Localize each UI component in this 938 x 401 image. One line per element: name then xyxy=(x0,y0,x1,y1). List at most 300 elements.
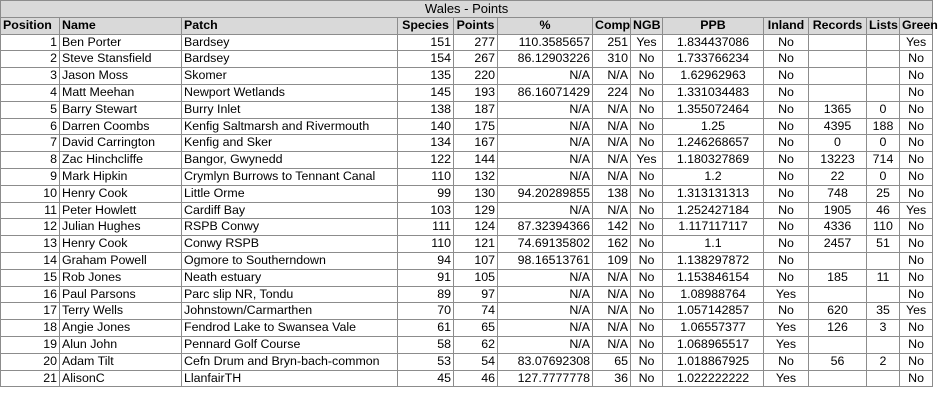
cell-points: 129 xyxy=(454,202,498,219)
cell-points: 167 xyxy=(454,135,498,152)
cell-species: 111 xyxy=(398,219,454,236)
cell-points: 54 xyxy=(454,353,498,370)
cell-lists xyxy=(867,252,900,269)
cell-ppb: 1.62962963 xyxy=(663,68,764,85)
cell-patch: Skomer xyxy=(182,68,398,85)
cell-records: 4336 xyxy=(809,219,867,236)
cell-comp: 138 xyxy=(593,185,631,202)
cell-inland: No xyxy=(764,152,809,169)
cell-percent: 83.07692308 xyxy=(498,353,593,370)
table-row xyxy=(1,118,933,135)
cell-records: 126 xyxy=(809,320,867,337)
cell-points: 121 xyxy=(454,236,498,253)
cell-inland: No xyxy=(764,168,809,185)
cell-percent: N/A xyxy=(498,101,593,118)
cell-ppb: 1.246268657 xyxy=(663,135,764,152)
cell-comp: N/A xyxy=(593,320,631,337)
cell-comp: 310 xyxy=(593,51,631,68)
header-ppb: PPB xyxy=(663,17,764,34)
cell-lists: 3 xyxy=(867,320,900,337)
table-row xyxy=(1,219,933,236)
cell-points: 267 xyxy=(454,51,498,68)
cell-green: No xyxy=(900,68,933,85)
cell-lists: 0 xyxy=(867,135,900,152)
cell-name: Darren Coombs xyxy=(60,118,182,135)
cell-records xyxy=(809,68,867,85)
cell-ppb: 1.06557377 xyxy=(663,320,764,337)
cell-comp: N/A xyxy=(593,286,631,303)
cell-percent: N/A xyxy=(498,118,593,135)
cell-position: 5 xyxy=(1,101,60,118)
cell-species: 145 xyxy=(398,84,454,101)
cell-lists: 11 xyxy=(867,269,900,286)
cell-species: 151 xyxy=(398,34,454,51)
cell-points: 107 xyxy=(454,252,498,269)
cell-ngb: No xyxy=(631,51,663,68)
cell-position: 8 xyxy=(1,152,60,169)
cell-ngb: No xyxy=(631,135,663,152)
cell-percent: 86.16071429 xyxy=(498,84,593,101)
cell-lists: 110 xyxy=(867,219,900,236)
cell-ngb: Yes xyxy=(631,34,663,51)
header-inland: Inland xyxy=(764,17,809,34)
cell-ngb: No xyxy=(631,252,663,269)
cell-species: 135 xyxy=(398,68,454,85)
cell-species: 70 xyxy=(398,303,454,320)
cell-position: 11 xyxy=(1,202,60,219)
cell-ngb: No xyxy=(631,118,663,135)
cell-inland: No xyxy=(764,219,809,236)
cell-green: No xyxy=(900,101,933,118)
cell-inland: No xyxy=(764,68,809,85)
cell-ngb: No xyxy=(631,320,663,337)
cell-percent: 110.3585657 xyxy=(498,34,593,51)
table-row xyxy=(1,34,933,51)
cell-green: No xyxy=(900,51,933,68)
header-records: Records xyxy=(809,17,867,34)
cell-patch: Johnstown/Carmarthen xyxy=(182,303,398,320)
table-row xyxy=(1,168,933,185)
cell-species: 103 xyxy=(398,202,454,219)
title-row xyxy=(1,1,933,18)
cell-points: 175 xyxy=(454,118,498,135)
cell-comp: N/A xyxy=(593,303,631,320)
table-row xyxy=(1,135,933,152)
cell-green: No xyxy=(900,168,933,185)
cell-species: 53 xyxy=(398,353,454,370)
cell-inland: No xyxy=(764,236,809,253)
cell-name: Terry Wells xyxy=(60,303,182,320)
cell-lists: 188 xyxy=(867,118,900,135)
cell-position: 10 xyxy=(1,185,60,202)
cell-name: Peter Howlett xyxy=(60,202,182,219)
cell-points: 105 xyxy=(454,269,498,286)
cell-percent: 127.7777778 xyxy=(498,370,593,387)
cell-comp: N/A xyxy=(593,68,631,85)
cell-patch: Fendrod Lake to Swansea Vale xyxy=(182,320,398,337)
cell-percent: 74.69135802 xyxy=(498,236,593,253)
cell-inland: No xyxy=(764,118,809,135)
cell-records xyxy=(809,370,867,387)
cell-patch: Kenfig Saltmarsh and Rivermouth xyxy=(182,118,398,135)
cell-green: Yes xyxy=(900,303,933,320)
cell-inland: No xyxy=(764,252,809,269)
cell-position: 3 xyxy=(1,68,60,85)
cell-name: Barry Stewart xyxy=(60,101,182,118)
cell-name: Adam Tilt xyxy=(60,353,182,370)
cell-green: No xyxy=(900,269,933,286)
cell-name: Alun John xyxy=(60,336,182,353)
cell-patch: Little Orme xyxy=(182,185,398,202)
cell-name: Angie Jones xyxy=(60,320,182,337)
cell-green: No xyxy=(900,236,933,253)
cell-percent: N/A xyxy=(498,336,593,353)
table-row xyxy=(1,84,933,101)
header-comp: Comp xyxy=(593,17,631,34)
cell-points: 74 xyxy=(454,303,498,320)
cell-percent: N/A xyxy=(498,152,593,169)
cell-green: No xyxy=(900,152,933,169)
cell-name: David Carrington xyxy=(60,135,182,152)
cell-patch: Neath estuary xyxy=(182,269,398,286)
cell-position: 18 xyxy=(1,320,60,337)
cell-species: 89 xyxy=(398,286,454,303)
cell-ppb: 1.022222222 xyxy=(663,370,764,387)
cell-comp: N/A xyxy=(593,135,631,152)
cell-green: Yes xyxy=(900,202,933,219)
cell-patch: Bangor, Gwynedd xyxy=(182,152,398,169)
cell-comp: 109 xyxy=(593,252,631,269)
cell-name: Rob Jones xyxy=(60,269,182,286)
cell-green: No xyxy=(900,336,933,353)
cell-lists: 0 xyxy=(867,101,900,118)
cell-records xyxy=(809,51,867,68)
cell-green: No xyxy=(900,118,933,135)
cell-ngb: No xyxy=(631,185,663,202)
cell-inland: No xyxy=(764,202,809,219)
cell-comp: 162 xyxy=(593,236,631,253)
cell-points: 130 xyxy=(454,185,498,202)
cell-position: 7 xyxy=(1,135,60,152)
cell-species: 61 xyxy=(398,320,454,337)
cell-records: 13223 xyxy=(809,152,867,169)
cell-ngb: No xyxy=(631,84,663,101)
cell-lists xyxy=(867,84,900,101)
cell-comp: N/A xyxy=(593,269,631,286)
header-points: Points xyxy=(454,17,498,34)
cell-position: 6 xyxy=(1,118,60,135)
cell-lists: 25 xyxy=(867,185,900,202)
cell-ngb: No xyxy=(631,68,663,85)
cell-position: 15 xyxy=(1,269,60,286)
table-row xyxy=(1,68,933,85)
cell-species: 122 xyxy=(398,152,454,169)
cell-percent: N/A xyxy=(498,269,593,286)
cell-patch: Newport Wetlands xyxy=(182,84,398,101)
table-row xyxy=(1,353,933,370)
cell-records: 0 xyxy=(809,135,867,152)
cell-species: 58 xyxy=(398,336,454,353)
cell-position: 13 xyxy=(1,236,60,253)
cell-species: 154 xyxy=(398,51,454,68)
cell-ngb: No xyxy=(631,303,663,320)
cell-ngb: No xyxy=(631,168,663,185)
table-row xyxy=(1,370,933,387)
cell-patch: Bardsey xyxy=(182,34,398,51)
cell-lists: 714 xyxy=(867,152,900,169)
cell-patch: Cardiff Bay xyxy=(182,202,398,219)
cell-patch: LlanfairTH xyxy=(182,370,398,387)
cell-species: 110 xyxy=(398,236,454,253)
cell-ppb: 1.08988764 xyxy=(663,286,764,303)
cell-ppb: 1.834437086 xyxy=(663,34,764,51)
cell-name: Zac Hinchcliffe xyxy=(60,152,182,169)
cell-inland: No xyxy=(764,51,809,68)
cell-position: 4 xyxy=(1,84,60,101)
cell-records: 620 xyxy=(809,303,867,320)
cell-species: 140 xyxy=(398,118,454,135)
cell-percent: N/A xyxy=(498,286,593,303)
header-percent: % xyxy=(498,17,593,34)
cell-green: No xyxy=(900,320,933,337)
header-position: Position xyxy=(1,17,60,34)
cell-comp: N/A xyxy=(593,336,631,353)
header-species: Species xyxy=(398,17,454,34)
cell-points: 97 xyxy=(454,286,498,303)
cell-position: 2 xyxy=(1,51,60,68)
cell-green: Yes xyxy=(900,34,933,51)
cell-patch: Bardsey xyxy=(182,51,398,68)
cell-comp: 36 xyxy=(593,370,631,387)
cell-position: 16 xyxy=(1,286,60,303)
cell-species: 138 xyxy=(398,101,454,118)
cell-species: 45 xyxy=(398,370,454,387)
header-green: Green xyxy=(900,17,933,34)
cell-ppb: 1.252427184 xyxy=(663,202,764,219)
cell-position: 20 xyxy=(1,353,60,370)
cell-name: Mark Hipkin xyxy=(60,168,182,185)
cell-position: 14 xyxy=(1,252,60,269)
cell-points: 277 xyxy=(454,34,498,51)
cell-points: 220 xyxy=(454,68,498,85)
cell-percent: N/A xyxy=(498,68,593,85)
cell-inland: No xyxy=(764,34,809,51)
cell-percent: N/A xyxy=(498,135,593,152)
cell-inland: No xyxy=(764,303,809,320)
cell-points: 46 xyxy=(454,370,498,387)
cell-species: 91 xyxy=(398,269,454,286)
cell-position: 12 xyxy=(1,219,60,236)
cell-comp: N/A xyxy=(593,202,631,219)
cell-patch: Cefn Drum and Bryn-bach-common xyxy=(182,353,398,370)
header-ngb: NGB xyxy=(631,17,663,34)
cell-ngb: No xyxy=(631,202,663,219)
cell-name: Jason Moss xyxy=(60,68,182,85)
cell-ngb: No xyxy=(631,219,663,236)
header-lists: Lists xyxy=(867,17,900,34)
cell-inland: No xyxy=(764,101,809,118)
cell-lists xyxy=(867,370,900,387)
cell-comp: 224 xyxy=(593,84,631,101)
cell-points: 132 xyxy=(454,168,498,185)
cell-species: 134 xyxy=(398,135,454,152)
cell-inland: No xyxy=(764,269,809,286)
cell-ppb: 1.180327869 xyxy=(663,152,764,169)
cell-inland: No xyxy=(764,185,809,202)
cell-ppb: 1.355072464 xyxy=(663,101,764,118)
cell-points: 193 xyxy=(454,84,498,101)
cell-comp: N/A xyxy=(593,101,631,118)
cell-lists xyxy=(867,336,900,353)
cell-points: 62 xyxy=(454,336,498,353)
table-row xyxy=(1,152,933,169)
cell-records xyxy=(809,336,867,353)
cell-records: 22 xyxy=(809,168,867,185)
cell-name: Ben Porter xyxy=(60,34,182,51)
cell-percent: 87.32394366 xyxy=(498,219,593,236)
cell-ppb: 1.733766234 xyxy=(663,51,764,68)
cell-lists: 0 xyxy=(867,168,900,185)
table-row xyxy=(1,202,933,219)
cell-ppb: 1.138297872 xyxy=(663,252,764,269)
cell-green: No xyxy=(900,370,933,387)
cell-patch: Kenfig and Sker xyxy=(182,135,398,152)
cell-ngb: Yes xyxy=(631,152,663,169)
cell-comp: 142 xyxy=(593,219,631,236)
cell-records xyxy=(809,286,867,303)
cell-ppb: 1.068965517 xyxy=(663,336,764,353)
cell-species: 110 xyxy=(398,168,454,185)
cell-patch: Conwy RSPB xyxy=(182,236,398,253)
cell-ppb: 1.153846154 xyxy=(663,269,764,286)
cell-ngb: No xyxy=(631,353,663,370)
cell-records: 2457 xyxy=(809,236,867,253)
cell-patch: Ogmore to Southerndown xyxy=(182,252,398,269)
cell-green: No xyxy=(900,135,933,152)
cell-points: 124 xyxy=(454,219,498,236)
cell-lists: 2 xyxy=(867,353,900,370)
cell-ngb: No xyxy=(631,286,663,303)
cell-position: 1 xyxy=(1,34,60,51)
cell-inland: No xyxy=(764,84,809,101)
table-row xyxy=(1,185,933,202)
cell-patch: Pennard Golf Course xyxy=(182,336,398,353)
cell-percent: N/A xyxy=(498,168,593,185)
cell-lists xyxy=(867,34,900,51)
cell-ngb: No xyxy=(631,101,663,118)
cell-name: Paul Parsons xyxy=(60,286,182,303)
cell-percent: N/A xyxy=(498,303,593,320)
cell-lists: 46 xyxy=(867,202,900,219)
header-patch: Patch xyxy=(182,17,398,34)
header-row xyxy=(1,17,933,34)
cell-comp: N/A xyxy=(593,152,631,169)
cell-percent: N/A xyxy=(498,320,593,337)
table-row xyxy=(1,320,933,337)
cell-points: 187 xyxy=(454,101,498,118)
cell-comp: N/A xyxy=(593,118,631,135)
header-name: Name xyxy=(60,17,182,34)
cell-inland: No xyxy=(764,353,809,370)
cell-patch: Crymlyn Burrows to Tennant Canal xyxy=(182,168,398,185)
cell-ppb: 1.1 xyxy=(663,236,764,253)
cell-position: 21 xyxy=(1,370,60,387)
cell-percent: 86.12903226 xyxy=(498,51,593,68)
cell-green: No xyxy=(900,84,933,101)
cell-comp: 65 xyxy=(593,353,631,370)
cell-ppb: 1.2 xyxy=(663,168,764,185)
table-body xyxy=(1,34,933,387)
cell-records: 1905 xyxy=(809,202,867,219)
table-row xyxy=(1,51,933,68)
table-row xyxy=(1,286,933,303)
cell-patch: Parc slip NR, Tondu xyxy=(182,286,398,303)
cell-ngb: No xyxy=(631,370,663,387)
cell-points: 65 xyxy=(454,320,498,337)
cell-comp: 251 xyxy=(593,34,631,51)
cell-records: 185 xyxy=(809,269,867,286)
cell-comp: N/A xyxy=(593,168,631,185)
cell-green: No xyxy=(900,286,933,303)
cell-green: No xyxy=(900,252,933,269)
cell-inland: Yes xyxy=(764,336,809,353)
cell-records: 4395 xyxy=(809,118,867,135)
cell-percent: 94.20289855 xyxy=(498,185,593,202)
cell-name: Julian Hughes xyxy=(60,219,182,236)
cell-name: Henry Cook xyxy=(60,236,182,253)
cell-position: 9 xyxy=(1,168,60,185)
cell-species: 94 xyxy=(398,252,454,269)
cell-inland: Yes xyxy=(764,370,809,387)
cell-records: 1365 xyxy=(809,101,867,118)
cell-species: 99 xyxy=(398,185,454,202)
cell-ngb: No xyxy=(631,236,663,253)
cell-ppb: 1.331034483 xyxy=(663,84,764,101)
cell-records: 748 xyxy=(809,185,867,202)
cell-name: Matt Meehan xyxy=(60,84,182,101)
cell-ppb: 1.018867925 xyxy=(663,353,764,370)
cell-green: No xyxy=(900,185,933,202)
cell-lists xyxy=(867,51,900,68)
table-row xyxy=(1,101,933,118)
cell-ngb: No xyxy=(631,336,663,353)
cell-position: 19 xyxy=(1,336,60,353)
cell-ppb: 1.25 xyxy=(663,118,764,135)
cell-ngb: No xyxy=(631,269,663,286)
cell-ppb: 1.313131313 xyxy=(663,185,764,202)
cell-ppb: 1.057142857 xyxy=(663,303,764,320)
cell-name: Graham Powell xyxy=(60,252,182,269)
cell-lists: 35 xyxy=(867,303,900,320)
cell-name: AlisonC xyxy=(60,370,182,387)
cell-records xyxy=(809,252,867,269)
table-row xyxy=(1,269,933,286)
cell-records xyxy=(809,34,867,51)
table-row xyxy=(1,236,933,253)
cell-records xyxy=(809,84,867,101)
cell-patch: Burry Inlet xyxy=(182,101,398,118)
cell-green: No xyxy=(900,219,933,236)
table-row xyxy=(1,303,933,320)
cell-lists xyxy=(867,286,900,303)
cell-inland: Yes xyxy=(764,320,809,337)
cell-percent: N/A xyxy=(498,202,593,219)
cell-points: 144 xyxy=(454,152,498,169)
cell-records: 56 xyxy=(809,353,867,370)
cell-lists: 51 xyxy=(867,236,900,253)
cell-percent: 98.16513761 xyxy=(498,252,593,269)
cell-green: No xyxy=(900,353,933,370)
